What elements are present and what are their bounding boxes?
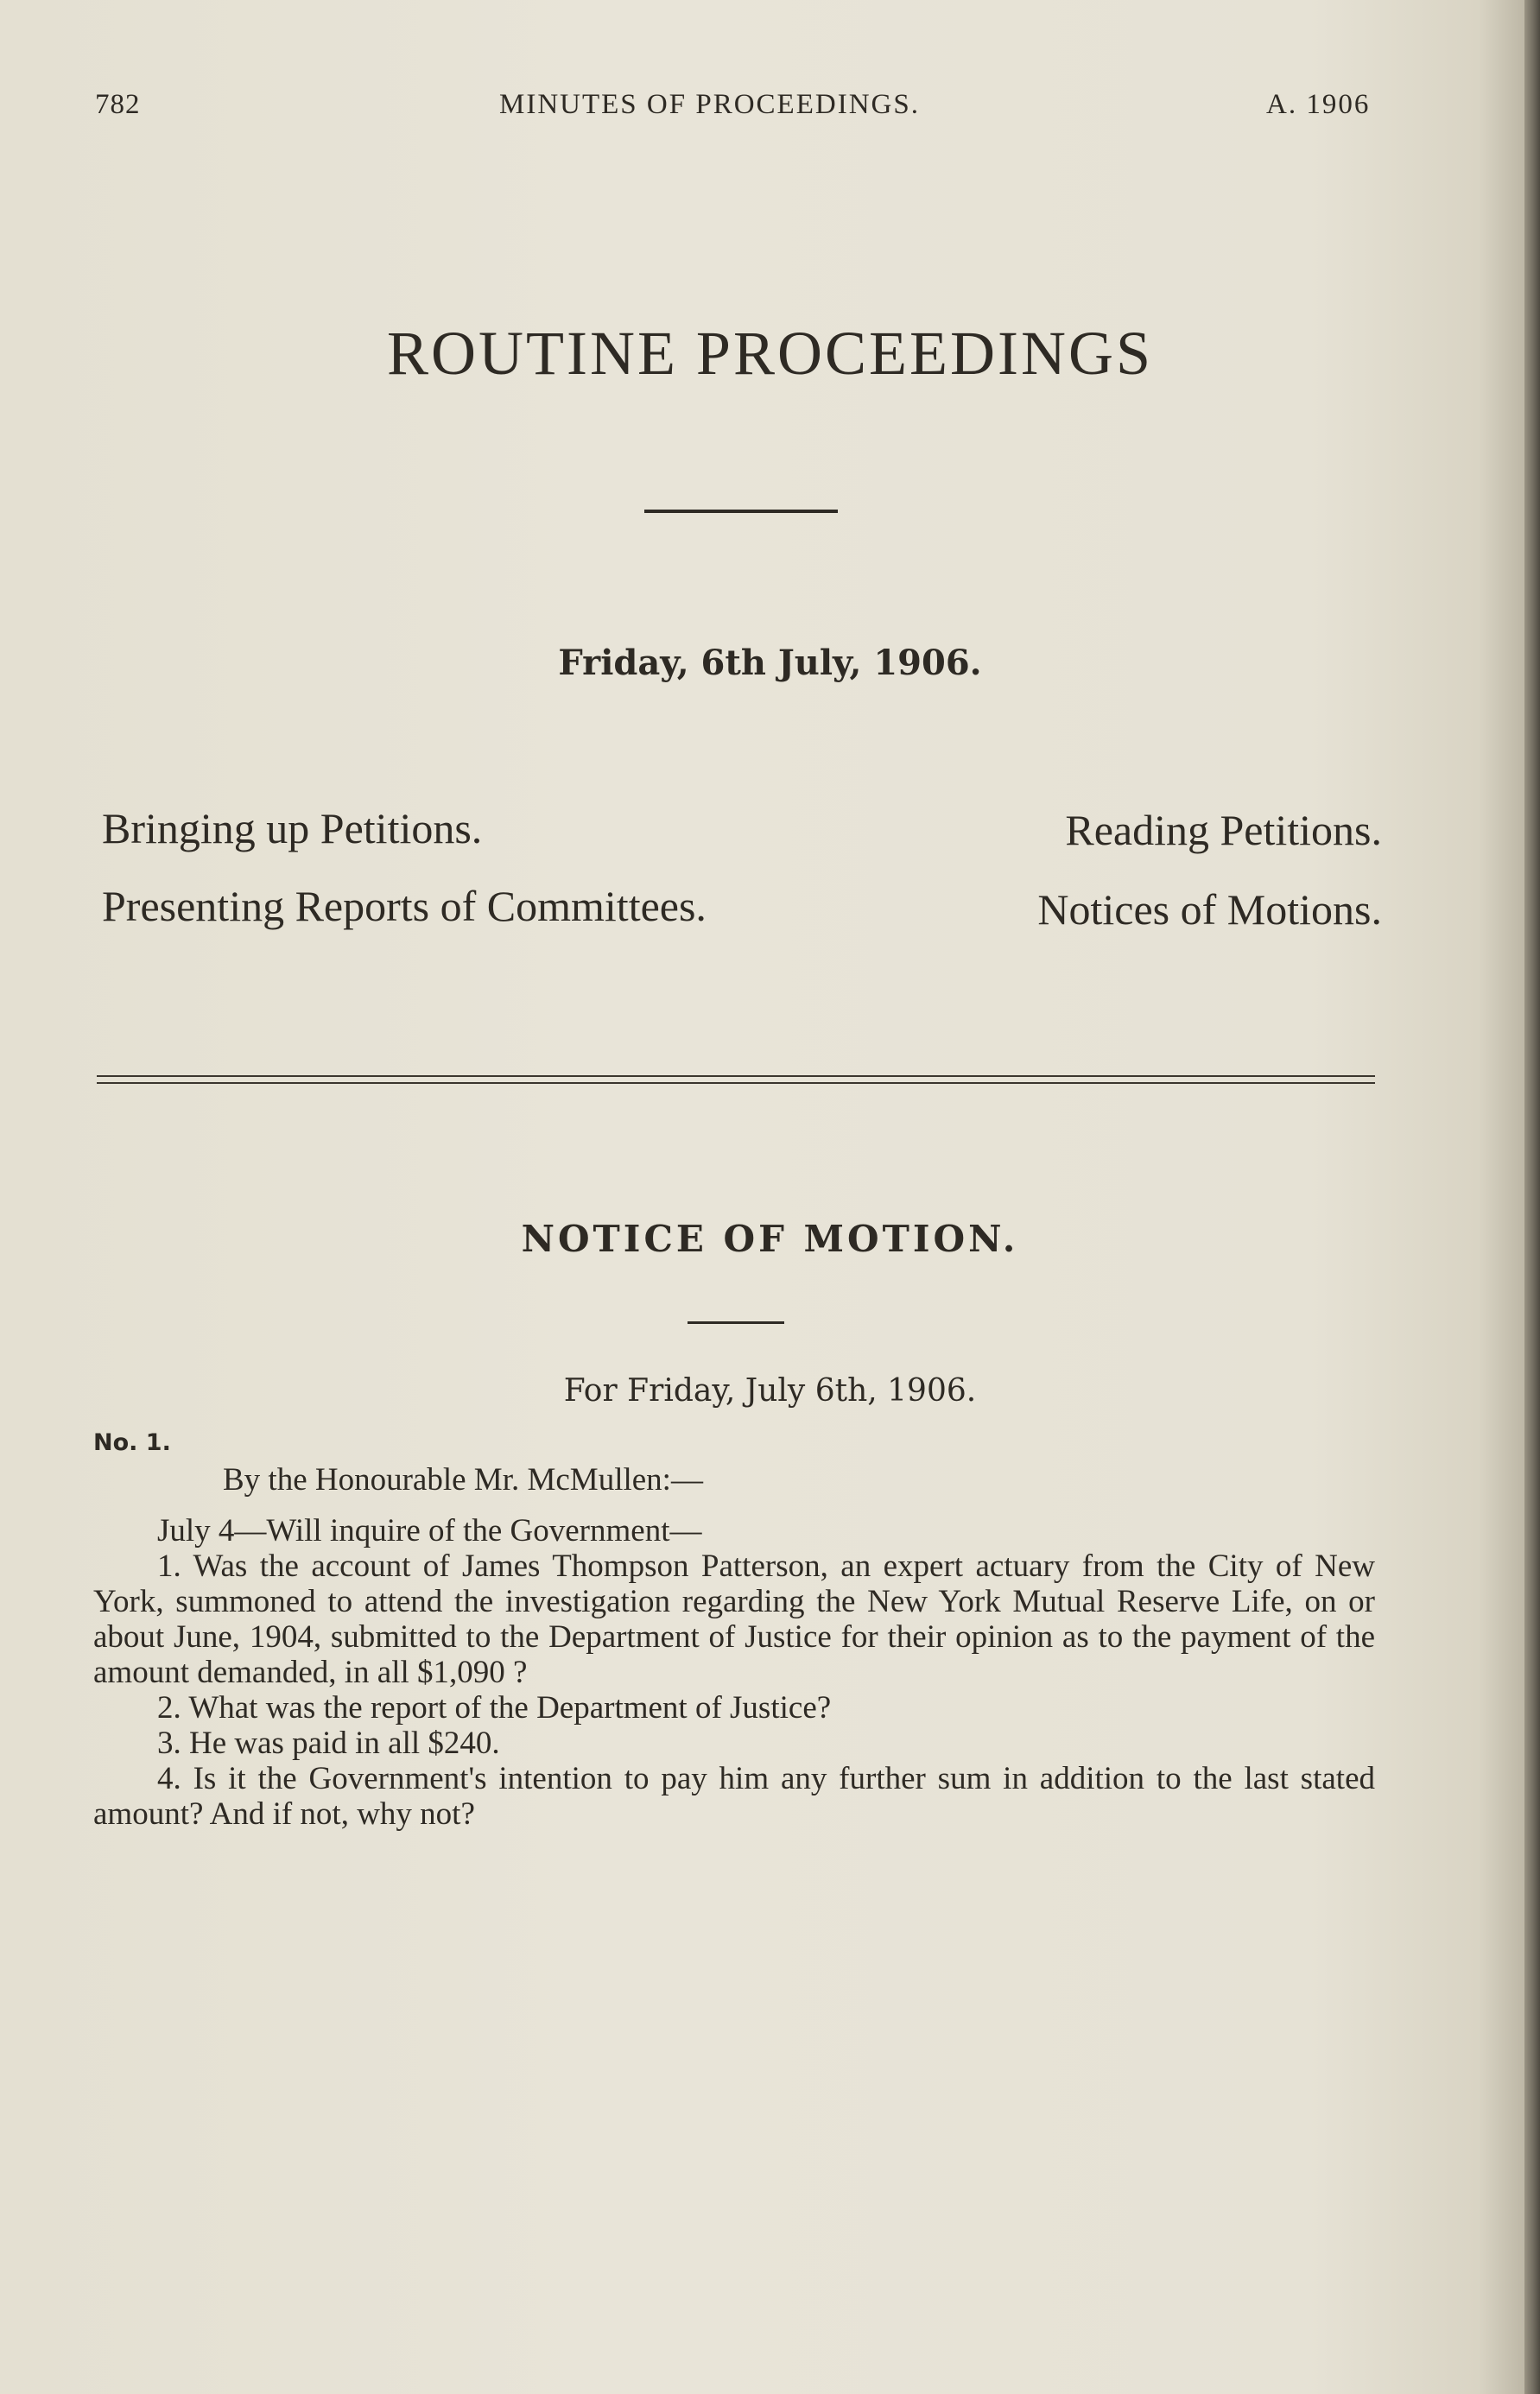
routine-item-bringing-up-petitions: Bringing up Petitions. [102,804,483,852]
page-number: 782 [95,89,141,120]
routine-item-notices-of-motions: Notices of Motions. [1037,885,1382,934]
routine-item-presenting-reports: Presenting Reports of Committees. [102,882,707,930]
question-1: 1. Was the account of James Thompson Patterson, an expert actuary from the City of New York, summoned to attend the investigation regarding the New York Mutual Reserve Life, on or about June, 1904, submitted to the Department of Justice for their opinion as to the payment of the amount demanded, in all $1,090 ? [93,1548,1375,1690]
question-3: 3. He was paid in all $240. [157,1726,500,1761]
double-rule-divider [97,1075,1375,1084]
main-title: ROUTINE PROCEEDINGS [386,319,1153,388]
question-4: 4. Is it the Government's intention to pay him any further sum in addition to the last stated amount? And if not, why not? [93,1761,1375,1832]
for-date: For Friday, July 6th, 1906. [563,1373,977,1409]
question-2: 2. What was the report of the Department of Justice? [157,1690,832,1726]
running-title: MINUTES OF PROCEEDINGS. [499,89,920,120]
question-intro: July 4—Will inquire of the Government— [157,1513,702,1548]
title-rule [644,510,838,513]
notice-heading: NOTICE OF MOTION. [521,1218,1019,1260]
question-body [93,1513,1375,1832]
date-heading: Friday, 6th July, 1906. [558,643,982,683]
item-number: No. 1. [93,1429,171,1456]
mover-line: By the Honourable Mr. McMullen:— [223,1462,703,1498]
notice-rule [688,1321,784,1324]
running-year: A. 1906 [1266,89,1371,120]
routine-item-reading-petitions: Reading Petitions. [1065,806,1382,854]
